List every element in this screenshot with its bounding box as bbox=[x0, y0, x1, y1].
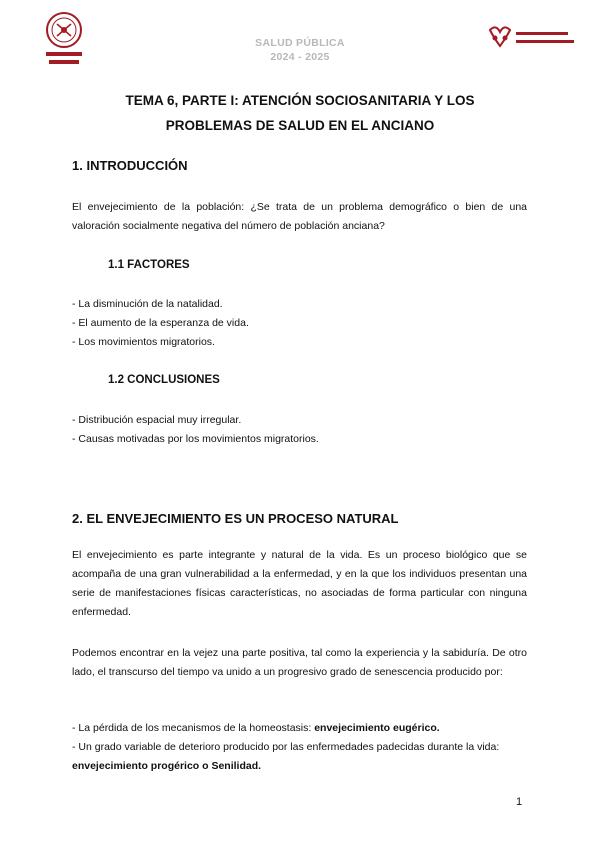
subsection-heading-factors: 1.1 FACTORES bbox=[108, 259, 190, 271]
header-year: 2024 - 2025 bbox=[270, 51, 330, 63]
aging-paragraph-2: Podemos encontrar en la vejez una parte positiva, tal como la experiencia y la sabiduría. De otro lado, el transcurso del tiempo va unido a un progresivo grado de senescencia producido por: bbox=[72, 647, 527, 678]
list-item-homeostasis bbox=[72, 722, 440, 734]
header-subject: SALUD PÚBLICA bbox=[255, 37, 345, 49]
senility-term: envejecimiento progérico o Senilidad. bbox=[72, 760, 262, 772]
subsection-heading-conclusions: 1.2 CONCLUSIONES bbox=[108, 374, 220, 386]
list-item-bold: envejecimiento eugérico. bbox=[314, 722, 440, 734]
list-item: - Los movimientos migratorios. bbox=[72, 336, 215, 348]
aging-paragraph-1: El envejecimiento es parte integrante y natural de la vida. Es un proceso biológico que se acompaña de una gran vulnerabilidad a la enfermedad, y en la que los individuos presentan una serie de manifestaciones físicas características, no asociadas de forma particular con ninguna enfermedad. bbox=[72, 549, 527, 618]
list-item: - El aumento de la esperanza de vida. bbox=[72, 317, 249, 329]
page-number: 1 bbox=[516, 796, 523, 808]
section-heading-intro: 1. INTRODUCCIÓN bbox=[72, 158, 188, 173]
list-item-text: - La pérdida de los mecanismos de la homeostasis: bbox=[72, 722, 315, 734]
list-item: - Distribución espacial muy irregular. bbox=[72, 414, 242, 426]
section-heading-aging: 2. EL ENVEJECIMIENTO ES UN PROCESO NATURAL bbox=[72, 511, 399, 526]
document-title-line1: TEMA 6, PARTE I: ATENCIÓN SOCIOSANITARIA Y LOS bbox=[125, 93, 475, 108]
document-title-line2: PROBLEMAS DE SALUD EN EL ANCIANO bbox=[165, 118, 435, 133]
list-item: - Causas motivadas por los movimientos migratorios. bbox=[72, 433, 319, 445]
list-item-deterioration: - Un grado variable de deterioro producido por las enfermedades padecidas durante la vida: bbox=[72, 741, 500, 753]
list-item-bold bbox=[72, 760, 261, 772]
list-item: - La disminución de la natalidad. bbox=[72, 298, 223, 310]
intro-paragraph: El envejecimiento de la población: ¿Se trata de un problema demográfico o bien de una valoración socialmente negativa del número de población anciana? bbox=[72, 201, 527, 232]
